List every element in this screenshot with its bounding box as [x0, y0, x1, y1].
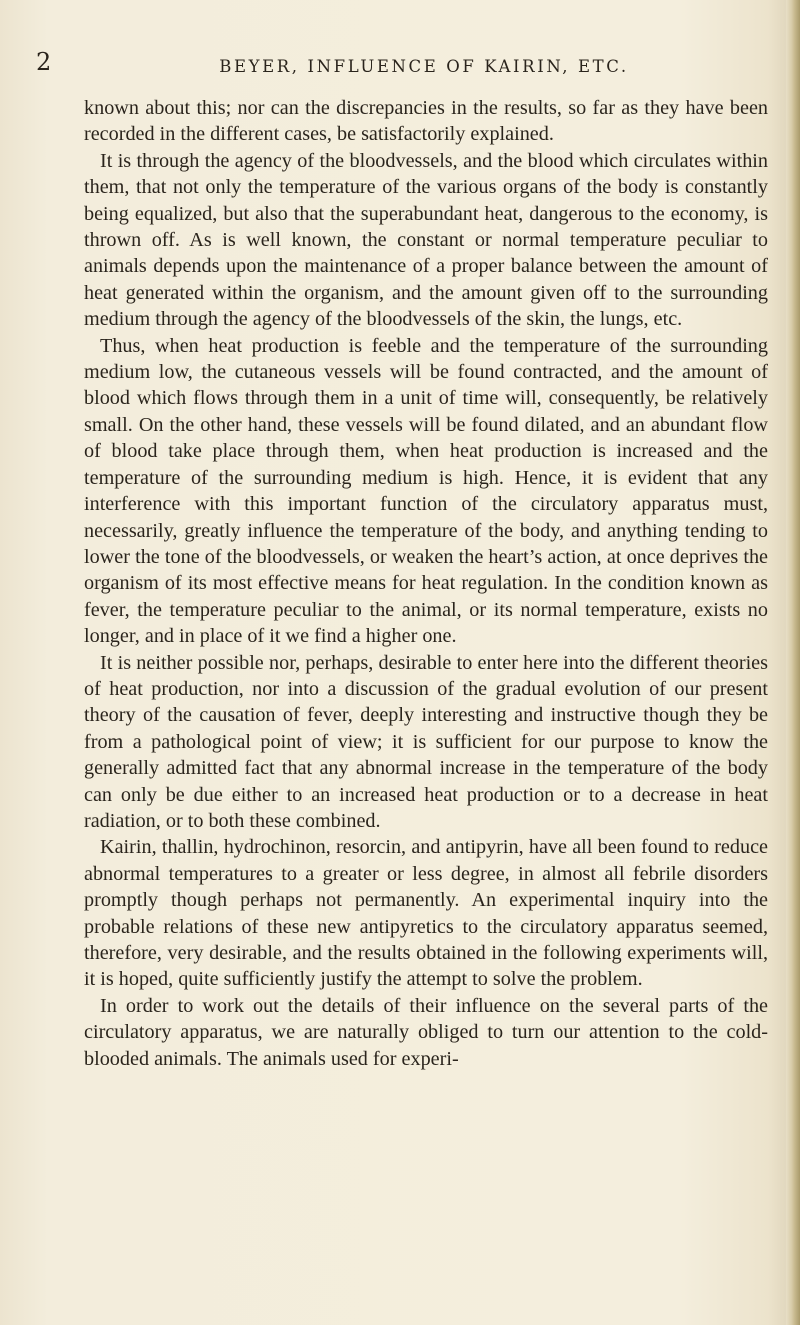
- paragraph: Thus, when heat production is feeble and the temperature of the surrounding medium low, the cutaneous vessels will be found contracted, and the amount of blood which flows through them in a unit of time will, consequently, be relatively small. On the other hand, these vessels will be found dilated, and an abundant flow of blood take place through them, when heat production is increased and the temperature of the surrounding medium is high. Hence, it is evident that any interference with this important function of the circulatory apparatus must, necessarily, greatly influence the temperature of the body, and anything tending to lower the tone of the bloodvessels, or weaken the heart’s action, at once deprives the organism of its most effective means for heat regulation. In the condition known as fever, the temperature peculiar to the animal, or its normal temperature, exists no longer, and in place of it we find a higher one.: [84, 334, 768, 648]
- page-number: 2: [36, 48, 52, 76]
- paragraph: In order to work out the details of their influence on the several parts of the circulatory apparatus, we are naturally obliged to turn our attention to the cold-blooded animals. The animals used for experi-: [84, 994, 768, 1070]
- paragraph: It is neither possible nor, perhaps, desirable to enter here into the different theories of heat production, nor into a discussion of the gradual evolution of our present theory of the causation of fever, deeply interesting and instructive though they be from a pathological point of view; it is sufficient for our purpose to know the generally admitted fact that any abnormal increase in the temperature of the body can only be due either to an increased heat production or to a decrease in heat radiation, or to both these combined.: [84, 651, 768, 832]
- running-head: BEYER, INFLUENCE OF KAIRIN, ETC.: [219, 57, 629, 76]
- paragraph: known about this; nor can the discrepancies in the results, so far as they have been recorded in the different cases, be satisfactorily explained.: [84, 97, 768, 146]
- page-edge: [786, 0, 800, 1325]
- paragraph: Kairin, thallin, hydrochinon, resorcin, and antipyrin, have all been found to reduce abnormal temperatures to a greater or less degree, in almost all febrile disorders promptly though perhaps not permanently. An experimental inquiry into the probable relations of these new antipyretics to the circulatory apparatus seemed, therefore, very desirable, and the results obtained in the following experiments will, it is hoped, quite sufficiently justify the attempt to solve the problem.: [84, 836, 768, 991]
- paragraph: It is through the agency of the bloodvessels, and the blood which circulates within them, that not only the temperature of the various organs of the body is constantly being equalized, but also that the superabundant heat, dangerous to the economy, is thrown off. As is well known, the constant or normal temperature peculiar to animals depends upon the maintenance of a proper balance between the amount of heat generated within the organism, and the amount given off to the surrounding medium through the agency of the bloodvessels of the skin, the lungs, etc.: [84, 149, 768, 331]
- body-text: [84, 95, 768, 1072]
